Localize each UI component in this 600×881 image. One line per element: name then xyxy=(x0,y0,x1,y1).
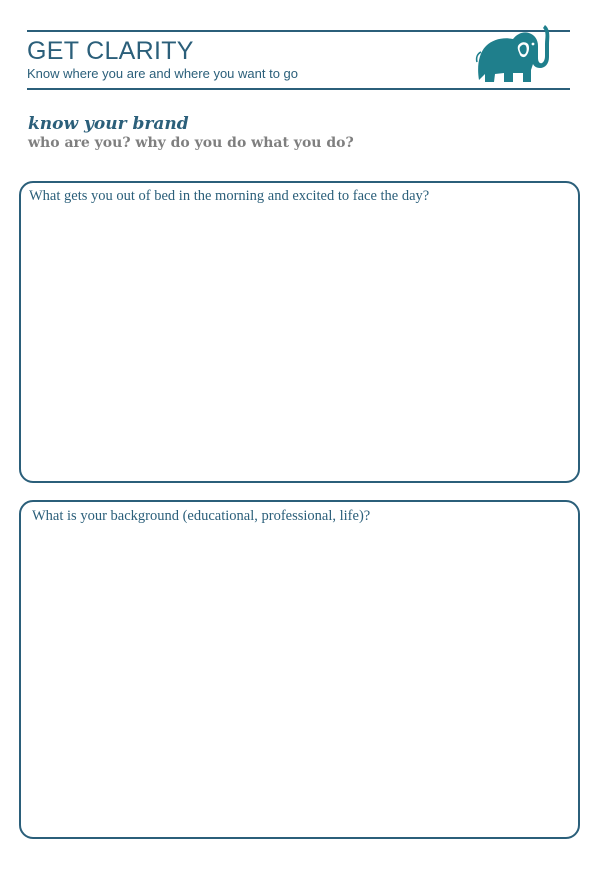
page-title: GET CLARITY xyxy=(27,37,194,65)
question-prompt-1: What gets you out of bed in the morning and excited to face the day? xyxy=(29,188,430,204)
header-bottom-rule xyxy=(27,88,570,90)
elephant-icon xyxy=(473,20,551,86)
answer-area-1[interactable] xyxy=(29,211,570,473)
section-title: know your brand xyxy=(28,114,189,134)
question-box-2 xyxy=(19,500,580,839)
answer-area-2[interactable] xyxy=(29,530,570,829)
section-subtitle: who are you? why do you do what you do? xyxy=(28,135,354,151)
page-subtitle: Know where you are and where you want to go xyxy=(27,66,299,81)
question-prompt-2: What is your background (educational, professional, life)? xyxy=(32,508,371,524)
question-box-1 xyxy=(19,181,580,483)
